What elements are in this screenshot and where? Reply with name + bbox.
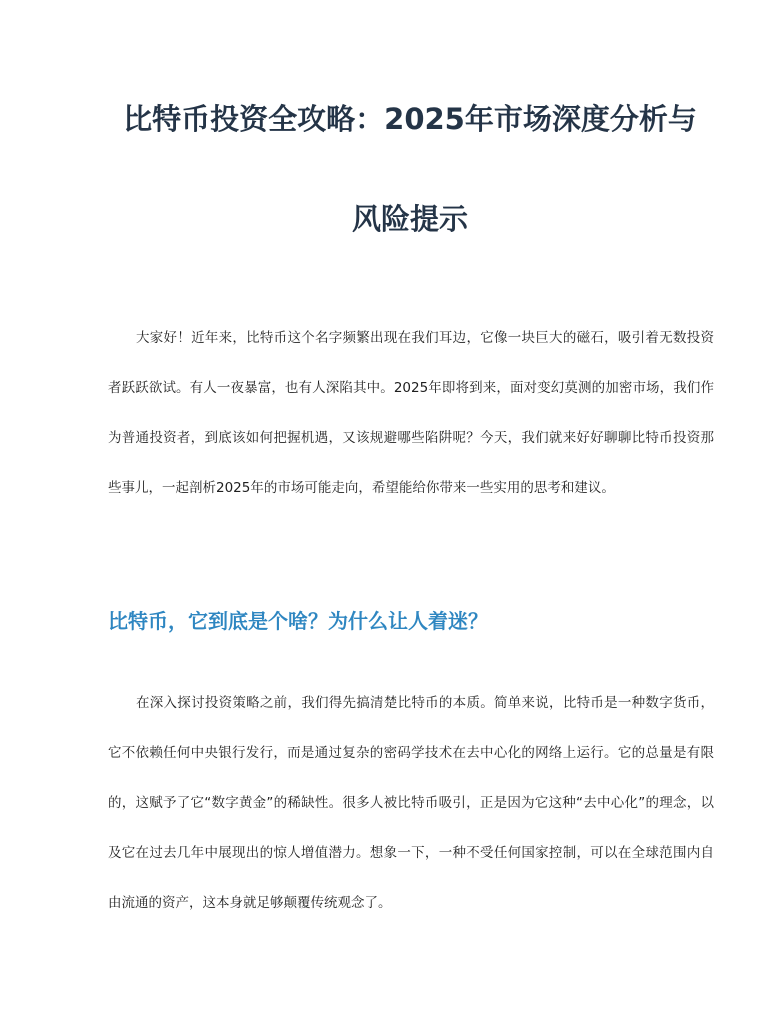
section-paragraph-what-is-bitcoin: 在深入探讨投资策略之前，我们得先搞清楚比特币的本质。简单来说，比特币是一种数字货币，它不依赖任何中央银行发行，而是通过复杂的密码学技术在去中心化的网络上运行。它的总量是有限的，这赋予了它“数字黄金”的稀缺性。很多人被比特币吸引，正是因为它这种“去中心化”的理念，以及它在过去几年中展现出的惊人增值潜力。想象一下，一种不受任何国家控制，可以在全球范围内自由流通的资产，这本身就足够颠覆传统观念了。 [108, 695, 714, 911]
document-title-line-2: 风险提示 [351, 202, 468, 236]
section-heading-what-is-bitcoin: 比特币，它到底是个啥？为什么让人着迷？ [108, 609, 488, 633]
intro-paragraph: 大家好！近年来，比特币这个名字频繁出现在我们耳边，它像一块巨大的磁石，吸引着无数投资者跃跃欲试。有人一夜暴富，也有人深陷其中。2025年即将到来，面对变幻莫测的加密市场，我们作为普通投资者，到底该如何把握机遇，又该规避哪些陷阱呢？今天，我们就来好好聊聊比特币投资那些事儿，一起剖析2025年的市场可能走向，希望能给你带来一些实用的思考和建议。 [108, 330, 714, 496]
document-title-line-1: 比特币投资全攻略：2025年市场深度分析与 [123, 102, 697, 136]
